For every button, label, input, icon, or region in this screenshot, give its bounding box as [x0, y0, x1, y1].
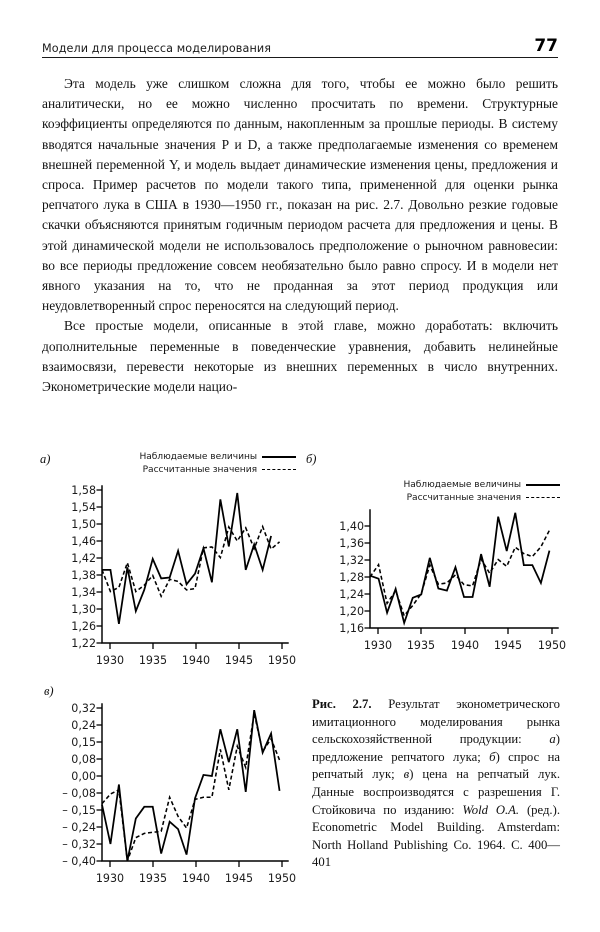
dashed-line-icon: [526, 497, 560, 498]
caption-text-b: ) спрос на репчатый лук;: [312, 749, 561, 782]
legend-panel-a: [70, 450, 296, 476]
legend-row-observed: [328, 478, 560, 491]
ytick-a-0: 1,22: [71, 637, 96, 650]
panel-b-letter: б): [306, 452, 317, 466]
ytick-a-4: 1,38: [71, 569, 96, 582]
xtick-a-1935: 1935: [138, 654, 168, 667]
caption-text-c: ) цена на репчатый лук. Данные воспроизводятся с разрешения Г. Стойковича по изданию:: [312, 767, 560, 817]
legend-label-observed: Наблюдаемые величины: [403, 479, 521, 490]
legend-panel-b: [328, 478, 560, 504]
xtick-a-1940: 1940: [181, 654, 211, 667]
series-c-calculated: [102, 713, 280, 861]
xtick-b-1930: 1930: [363, 639, 393, 652]
series-b-calculated: [370, 530, 549, 615]
ytick-b-1: 1,20: [339, 605, 364, 618]
axis-b: [370, 510, 558, 628]
series-b-observed: [370, 513, 549, 623]
ytick-a-2: 1,30: [71, 603, 96, 616]
chart-panel-c: [40, 684, 300, 906]
ytick-b-0: 1,16: [339, 622, 364, 635]
legend-row-observed: [70, 450, 296, 463]
ytick-c-4: – 0,08: [62, 787, 96, 800]
ytickmarks-a: [97, 490, 103, 643]
ytick-c-0: – 0,40: [62, 855, 96, 868]
caption-marker-b: б: [489, 749, 496, 764]
series-a-observed: [102, 493, 271, 624]
ytickmarks-c: [97, 708, 103, 861]
ytick-a-7: 1,50: [71, 518, 96, 531]
series-c-observed: [102, 710, 280, 861]
ytick-c-6: 0,08: [71, 753, 96, 766]
page-number: 77: [534, 36, 558, 56]
panel-a-letter: а): [40, 452, 51, 466]
axis-c: [102, 704, 288, 861]
xtick-b-1950: 1950: [537, 639, 567, 652]
ytick-b-4: 1,32: [339, 554, 364, 567]
xtick-a-1930: 1930: [95, 654, 125, 667]
xtick-b-1940: 1940: [450, 639, 480, 652]
paragraph-1: Эта модель уже слишком сложна для того, чтобы ее можно было решить аналитически, но ее можно численно просчитать по времени. Структурные коэффициенты определяются по данным, накопленным за прошлые периоды. В систему вводятся начальные значения P и D, а также предполагаемые изменения со временем внешней переменной Y, и модель выдает динамические изменения цены, предложения и спроса. Пример расчетов по модели такого типа, примененной для оценки рынка репчатого лука в США в 1930—1950 гг., показан на рис. 2.7. Довольно резкие годовые скачки объясняются принятым годичным периодом расчета для предложения и цены. В этой динамической модели не использовалось предположение о рыночном равновесии: во все периоды предложение совсем необязательно было равно спросу. И в модели нет явного указания на то, что не проданная за этот период продукция или неудовлетворенный спрос переносятся на следующий период.: [42, 76, 558, 314]
caption-intro: Результат эконометрического имитационного моделирования рынка сельскохозяйственной продукции:: [312, 697, 560, 747]
plot-b: [306, 508, 568, 673]
xtick-c-1930: 1930: [95, 872, 125, 885]
ytick-b-5: 1,36: [339, 537, 364, 550]
ytick-c-9: 0,32: [71, 702, 96, 715]
body-text: [42, 74, 558, 397]
running-head: [42, 38, 558, 58]
xtick-b-1945: 1945: [493, 639, 523, 652]
figure-caption: [312, 696, 560, 872]
ytick-b-2: 1,24: [339, 588, 364, 601]
legend-label-calculated: Рассчитанные значения: [406, 492, 521, 503]
running-head-title: Модели для процесса моделирования: [42, 42, 272, 55]
caption-source-italic: Wold O.A.: [462, 802, 520, 817]
caption-source-rest: (ред.). Econometric Model Building. Amsterdam: North Holland Publishing Co. 1964. С. 400—401: [312, 802, 560, 870]
ytick-c-3: – 0,15: [62, 804, 96, 817]
ytickmarks-b: [365, 526, 371, 628]
ytick-c-1: – 0,32: [62, 838, 96, 851]
figure-2-7: [0, 446, 600, 916]
plot-c: [40, 700, 300, 900]
caption-marker-c: в: [403, 767, 410, 782]
xtickmarks-a: [110, 643, 282, 649]
solid-line-icon: [262, 456, 296, 458]
ytick-a-6: 1,46: [71, 535, 96, 548]
caption-text-a: ) предложение репчатого лука;: [312, 732, 560, 764]
caption-marker-a: а: [549, 732, 556, 747]
xtickmarks-c: [110, 861, 282, 867]
legend-row-calculated: [328, 491, 560, 504]
ytick-c-2: – 0,24: [62, 821, 96, 834]
ytick-a-3: 1,34: [71, 586, 96, 599]
ytick-a-8: 1,54: [71, 501, 96, 514]
dashed-line-icon: [262, 469, 296, 470]
chart-panel-b: [306, 452, 568, 677]
xtick-c-1940: 1940: [181, 872, 211, 885]
xtickmarks-b: [378, 628, 552, 634]
xtick-c-1950: 1950: [267, 872, 297, 885]
ytick-b-6: 1,40: [339, 520, 364, 533]
xtick-b-1935: 1935: [406, 639, 436, 652]
legend-row-calculated: [70, 463, 296, 476]
solid-line-icon: [526, 484, 560, 486]
xtick-c-1945: 1945: [224, 872, 254, 885]
paragraph-2: Все простые модели, описанные в этой главе, можно доработать: включить дополнительные переменные в поведенческие уравнения, добавить нелинейные взаимосвязи, перевести некоторые из внешних переменных в число внутренних. Эконометрические модели нацио-: [42, 318, 558, 395]
chart-panel-a: [40, 452, 300, 677]
ytick-c-7: 0,15: [71, 736, 96, 749]
xtick-a-1945: 1945: [224, 654, 254, 667]
legend-label-observed: Наблюдаемые величины: [139, 451, 257, 462]
ytick-a-9: 1,58: [71, 484, 96, 497]
plot-a: [40, 480, 300, 670]
ytick-a-1: 1,26: [71, 620, 96, 633]
xtick-a-1950: 1950: [267, 654, 297, 667]
legend-label-calculated: Рассчитанные значения: [142, 464, 257, 475]
xtick-c-1935: 1935: [138, 872, 168, 885]
series-a-calculated: [102, 527, 280, 597]
ytick-b-3: 1,28: [339, 571, 364, 584]
caption-label: Рис. 2.7.: [312, 697, 372, 711]
ytick-a-5: 1,42: [71, 552, 96, 565]
ytick-c-5: 0,00: [71, 770, 96, 783]
panel-c-letter: в): [44, 684, 54, 698]
ytick-c-8: 0,24: [71, 719, 96, 732]
